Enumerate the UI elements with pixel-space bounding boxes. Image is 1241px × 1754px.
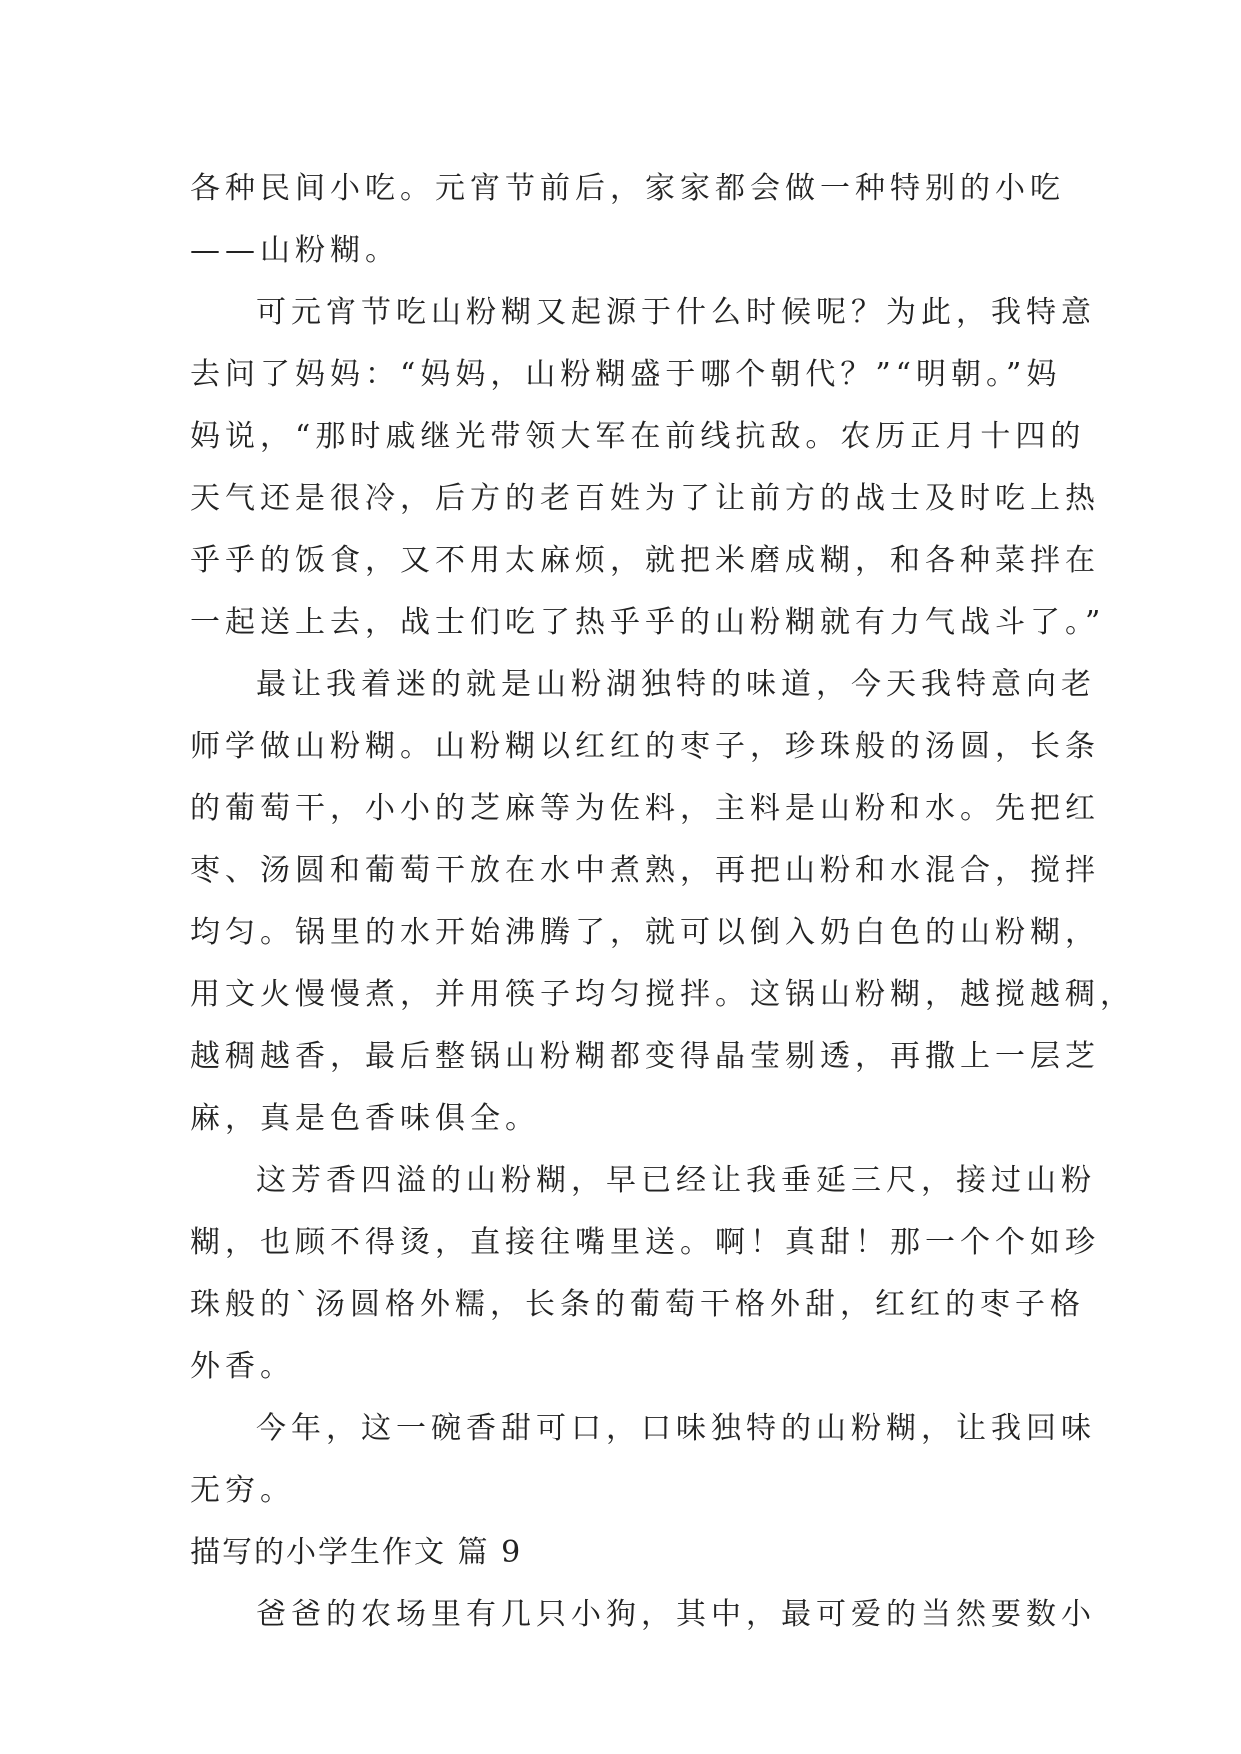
text-line: 乎乎的饭食，又不用太麻烦，就把米磨成糊，和各种菜拌在 — [190, 543, 1100, 578]
text-line: 外香。 — [190, 1349, 295, 1384]
essay-body — [190, 158, 1135, 1646]
text-line: 天气还是很冷，后方的老百姓为了让前方的战士及时吃上热 — [190, 481, 1100, 516]
text-line: 均匀。锅里的水开始沸腾了，就可以倒入奶白色的山粉糊， — [190, 915, 1100, 950]
text-line: 糊，也顾不得烫，直接往嘴里送。啊！真甜！那一个个如珍 — [190, 1225, 1100, 1260]
text-line: 去问了妈妈：“妈妈，山粉糊盛于哪个朝代？”“明朝。”妈 — [190, 357, 1062, 392]
text-line: 枣、汤圆和葡萄干放在水中煮熟，再把山粉和水混合，搅拌 — [190, 853, 1100, 888]
text-line: 的葡萄干，小小的芝麻等为佐料，主料是山粉和水。先把红 — [190, 791, 1100, 826]
text-line: 妈说，“那时戚继光带领大军在前线抗敌。农历正月十四的 — [190, 419, 1086, 454]
paragraph-start-line: 可元宵节吃山粉糊又起源于什么时候呢？为此，我特意 — [256, 295, 1096, 330]
paragraph-start-line: 这芳香四溢的山粉糊，早已经让我垂延三尺，接过山粉 — [256, 1163, 1096, 1198]
text-line: 珠般的`汤圆格外糯，长条的葡萄干格外甜，红红的枣子格 — [190, 1287, 1085, 1322]
text-line: 用文火慢慢煮，并用筷子均匀搅拌。这锅山粉糊，越搅越稠， — [190, 977, 1135, 1012]
text-line: 无穷。 — [190, 1473, 295, 1508]
paragraph-start-line: 最让我着迷的就是山粉湖独特的味道，今天我特意向老 — [256, 667, 1096, 702]
text-line: 师学做山粉糊。山粉糊以红红的枣子，珍珠般的汤圆，长条 — [190, 729, 1100, 764]
paragraph-start-line: 爸爸的农场里有几只小狗，其中，最可爱的当然要数小 — [256, 1597, 1096, 1632]
text-line: 一起送上去，战士们吃了热乎乎的山粉糊就有力气战斗了。” — [190, 605, 1106, 640]
paragraph-start-line: 今年，这一碗香甜可口，口味独特的山粉糊，让我回味 — [256, 1411, 1096, 1446]
text-line: 麻，真是色香味俱全。 — [190, 1101, 540, 1136]
text-line: 各种民间小吃。元宵节前后，家家都会做一种特别的小吃 — [190, 171, 1065, 206]
section-heading: 描写的小学生作文 篇 9 — [190, 1535, 523, 1570]
text-line: ——山粉糊。 — [190, 233, 400, 268]
text-line: 越稠越香，最后整锅山粉糊都变得晶莹剔透，再撒上一层芝 — [190, 1039, 1100, 1074]
